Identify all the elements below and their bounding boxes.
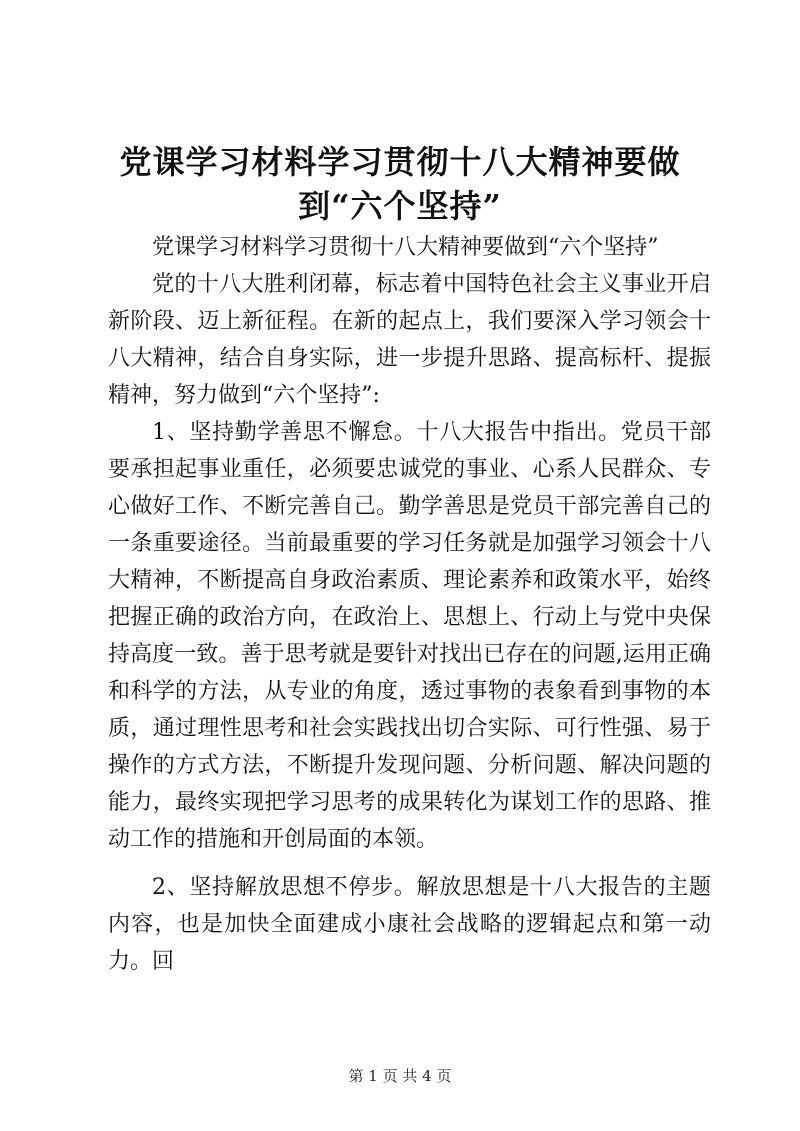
paragraph-subtitle: 党课学习材料学习贯彻十八大精神要做到“六个坚持” <box>152 235 659 260</box>
document-title: 党课学习材料学习贯彻十八大精神要做到“六个坚持” <box>119 143 681 225</box>
paragraph-point-2: 2、坚持解放思想不停步。解放思想是十八大报告的主题内容，也是加快全面建成小康社会战略的逻辑起点和第一动力。回 <box>108 875 711 974</box>
document-body <box>108 229 711 980</box>
paragraph-intro: 党的十八大胜利闭幕，标志着中国特色社会主义事业开启新阶段、迈上新征程。在新的起点上，我们要深入学习领会十八大精神，结合自身实际，进一步提升思路、提高标杆、提振精神，努力做到“六个坚持”: <box>108 272 711 408</box>
paragraph-point-1: 1、坚持勤学善思不懈怠。十八大报告中指出。党员干部要承担起事业重任，必须要忠诚党的事业、心系人民群众、专心做好工作、不断完善自己。勤学善思是党员干部完善自己的一条重要途径。当前最重要的学习任务就是加强学习领会十八大精神，不断提高自身政治素质、理论素养和政策水平，始终把握正确的政治方向，在政治上、思想上、行动上与党中央保持高度一致。善于思考就是要针对找出已存在的问题,运用正确和科学的方法，从专业的角度，透过事物的表象看到事物的本质，通过理性思考和社会实践找出切合实际、可行性强、易于操作的方式方法，不断提升发现问题、分析问题、解决问题的能力，最终实现把学习思考的成果转化为谋划工作的思路、推动工作的措施和开创局面的本领。 <box>108 420 711 852</box>
page-footer: 第 1 页 共 4 页 <box>348 1067 452 1085</box>
